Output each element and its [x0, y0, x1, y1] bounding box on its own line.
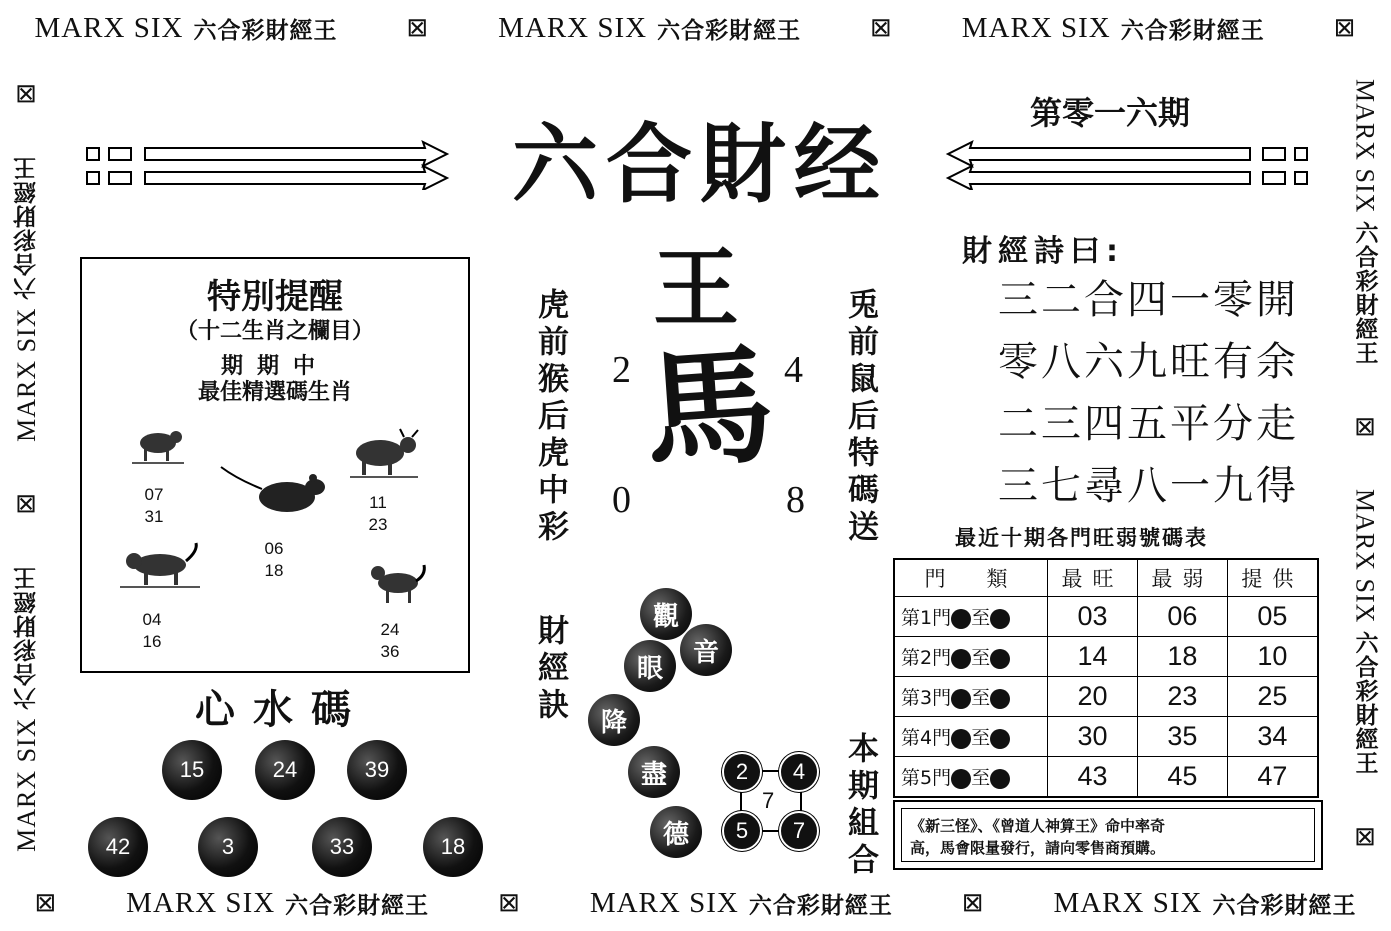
provide-cell: 34	[1227, 717, 1318, 757]
number: 18	[264, 561, 284, 580]
number: 36	[380, 642, 400, 661]
brand-cn: 六合彩財經王	[13, 566, 40, 711]
number: 31	[144, 507, 164, 526]
number: 07	[144, 485, 164, 504]
number-ball: 15	[162, 740, 222, 800]
ornament-icon: ⊠	[870, 13, 893, 42]
heart-water-title: 心水碼	[195, 687, 369, 733]
ornament-icon: ⊠	[406, 13, 430, 42]
number-ball: 3	[198, 817, 258, 877]
brand-cn: 六合彩財經王	[193, 17, 338, 44]
brand-en: MARX SIX	[1350, 489, 1380, 624]
bead: 音	[680, 624, 732, 676]
combination-label: 本期組合	[842, 732, 878, 880]
weakest-cell: 06	[1137, 597, 1227, 637]
number-ball: 18	[423, 817, 483, 877]
number: 24	[380, 620, 400, 639]
bead: 盡	[628, 746, 680, 798]
horse-character: 馬	[639, 329, 779, 489]
number: 06	[264, 539, 284, 558]
border-segment	[34, 12, 337, 45]
issue-number: 第零一六期	[1030, 94, 1191, 132]
bead: 德	[650, 806, 702, 858]
to-label: 至	[971, 687, 991, 709]
poem-title: 財經詩曰:	[962, 234, 1124, 269]
combination-node: 5	[722, 811, 762, 851]
table-title: 最近十期各門旺弱號碼表	[955, 526, 1208, 550]
strongest-cell: 20	[1048, 677, 1138, 717]
brand-cn: 六合彩財經王	[1351, 220, 1378, 365]
door-label: 第3門	[901, 687, 952, 709]
number-dot-icon	[951, 609, 971, 629]
animal-numbers	[134, 484, 174, 528]
door-cell	[894, 757, 1048, 798]
number-ball: 39	[347, 740, 407, 800]
number-dot-icon	[951, 769, 971, 789]
strongest-cell: 43	[1048, 757, 1138, 798]
bead: 降	[588, 694, 640, 746]
rat-icon	[217, 459, 327, 519]
combination-node: 2	[722, 752, 762, 792]
door-label: 第2門	[901, 647, 952, 669]
to-label: 至	[971, 727, 991, 749]
door-cell	[894, 677, 1048, 717]
number-dot-icon	[990, 729, 1010, 749]
reminder-subtitle: （十二生肖之欄目）	[175, 319, 374, 344]
number: 04	[142, 610, 162, 629]
notice-box	[893, 800, 1323, 870]
door-cell	[894, 717, 1048, 757]
border-segment	[590, 887, 893, 920]
tiger-icon	[118, 539, 202, 595]
main-title: 六合財经王	[512, 115, 888, 339]
bead: 眼	[624, 640, 676, 692]
strongest-cell: 30	[1048, 717, 1138, 757]
brand-cn: 六合彩財經王	[13, 155, 40, 300]
provide-cell: 05	[1227, 597, 1318, 637]
table-row	[894, 717, 1318, 757]
brand-en: MARX SIX	[1350, 78, 1380, 214]
brand-en: MARX SIX	[34, 11, 184, 44]
border-segment	[962, 12, 1265, 45]
ornament-icon: ⊠	[498, 888, 521, 917]
brand-en: MARX SIX	[961, 11, 1111, 44]
border-segment	[1349, 79, 1382, 365]
notice-inner	[901, 808, 1315, 862]
header-weakest: 最弱	[1137, 559, 1227, 597]
door-cell	[894, 597, 1048, 637]
table-row	[894, 637, 1318, 677]
border-left	[6, 55, 46, 876]
combination-center: 7	[762, 788, 775, 813]
border-segment	[10, 156, 43, 442]
corner-number: 2	[612, 349, 631, 391]
border-right	[1345, 55, 1385, 876]
bead: 觀	[640, 588, 692, 640]
number-dot-icon	[951, 729, 971, 749]
to-label: 至	[971, 767, 991, 789]
to-label: 至	[971, 607, 991, 629]
reminder-title: 特別提醒	[207, 277, 343, 317]
number-ball: 42	[88, 817, 148, 877]
number-dot-icon	[990, 769, 1010, 789]
weakest-cell: 23	[1137, 677, 1227, 717]
door-label: 第1門	[901, 607, 952, 629]
door-strength-table	[893, 558, 1319, 798]
ox-icon	[348, 427, 420, 483]
ornament-icon: ⊠	[34, 888, 58, 917]
poem-line: 三七尋八一九得	[998, 463, 1299, 509]
brand-en: MARX SIX	[11, 307, 41, 442]
right-arrows-icon	[945, 140, 1310, 190]
provide-cell: 10	[1227, 637, 1318, 677]
border-bottom	[0, 883, 1391, 923]
number-dot-icon	[951, 649, 971, 669]
brand-en: MARX SIX	[1053, 886, 1203, 919]
ornament-icon: ⊠	[961, 888, 985, 917]
table-row	[894, 597, 1318, 637]
ornament-icon: ⊠	[15, 489, 37, 519]
strongest-cell: 03	[1048, 597, 1138, 637]
animal-numbers	[132, 609, 172, 653]
provide-cell: 25	[1227, 677, 1318, 717]
door-label: 第4門	[901, 727, 952, 749]
strongest-cell: 14	[1048, 637, 1138, 677]
border-segment	[126, 887, 429, 920]
finance-formula-label: 財經訣	[532, 614, 568, 725]
corner-number: 0	[612, 479, 631, 521]
weakest-cell: 45	[1137, 757, 1227, 798]
border-segment	[1053, 887, 1356, 920]
combination-node: 4	[779, 752, 819, 792]
poem-line: 零八六九旺有余	[998, 339, 1299, 385]
animal-numbers	[370, 619, 410, 663]
table-row	[894, 677, 1318, 717]
number-dot-icon	[990, 649, 1010, 669]
number-dot-icon	[990, 609, 1010, 629]
animal-numbers	[254, 538, 294, 582]
provide-cell: 47	[1227, 757, 1318, 798]
special-reminder-box	[80, 257, 470, 673]
brand-en: MARX SIX	[589, 886, 739, 919]
border-top	[0, 8, 1391, 48]
weakest-cell: 35	[1137, 717, 1227, 757]
combination-node: 7	[779, 811, 819, 851]
door-label: 第5門	[901, 767, 952, 789]
dog-icon	[364, 555, 428, 611]
door-cell	[894, 637, 1048, 677]
number: 16	[142, 632, 162, 651]
header-strongest: 最旺	[1048, 559, 1138, 597]
brand-cn: 六合彩財經王	[657, 17, 802, 44]
brand-en: MARX SIX	[126, 886, 276, 919]
ornament-icon: ⊠	[15, 78, 37, 108]
number: 23	[368, 515, 388, 534]
notice-line-1: 《新三怪》、《曾道人神算王》命中率奇	[910, 817, 1166, 835]
reminder-line-2: 最佳精選碼生肖	[197, 380, 352, 405]
sheep-icon	[130, 421, 186, 467]
animal-numbers	[358, 492, 398, 536]
corner-number: 8	[786, 479, 805, 521]
header-provide: 提供	[1227, 559, 1318, 597]
brand-cn: 六合彩財經王	[1212, 892, 1357, 919]
brand-en: MARX SIX	[11, 717, 41, 853]
number-ball: 24	[255, 740, 315, 800]
corner-number: 4	[784, 349, 803, 391]
border-segment	[1349, 489, 1382, 775]
notice-line-2: 高，馬會限量發行，請向零售商預購。	[910, 839, 1166, 857]
left-arrows-icon	[85, 140, 450, 190]
tip-verse-left: 虎前猴后虎中彩	[532, 288, 568, 547]
number-dot-icon	[990, 689, 1010, 709]
reminder-line-1: 期期中	[220, 354, 329, 379]
table-header-row	[894, 559, 1318, 597]
brand-cn: 六合彩財經王	[748, 892, 893, 919]
tip-verse-right: 兎前鼠后特碼送	[842, 288, 878, 547]
poem-line: 二三四五平分走	[998, 401, 1299, 447]
number-dot-icon	[951, 689, 971, 709]
brand-cn: 六合彩財經王	[1120, 17, 1265, 44]
border-segment	[10, 566, 43, 852]
brand-en: MARX SIX	[498, 11, 648, 44]
poem-line: 三二合四一零開	[998, 277, 1299, 323]
weakest-cell: 18	[1137, 637, 1227, 677]
border-segment	[498, 12, 801, 45]
table-row	[894, 757, 1318, 798]
to-label: 至	[971, 647, 991, 669]
ornament-icon: ⊠	[1354, 411, 1376, 441]
ornament-icon: ⊠	[1354, 822, 1376, 852]
number: 11	[369, 493, 387, 512]
number-ball: 33	[312, 817, 372, 877]
ornament-icon: ⊠	[1333, 13, 1357, 42]
header-door: 門 類	[894, 559, 1048, 597]
brand-cn: 六合彩財經王	[285, 892, 430, 919]
brand-cn: 六合彩財經王	[1351, 631, 1378, 776]
